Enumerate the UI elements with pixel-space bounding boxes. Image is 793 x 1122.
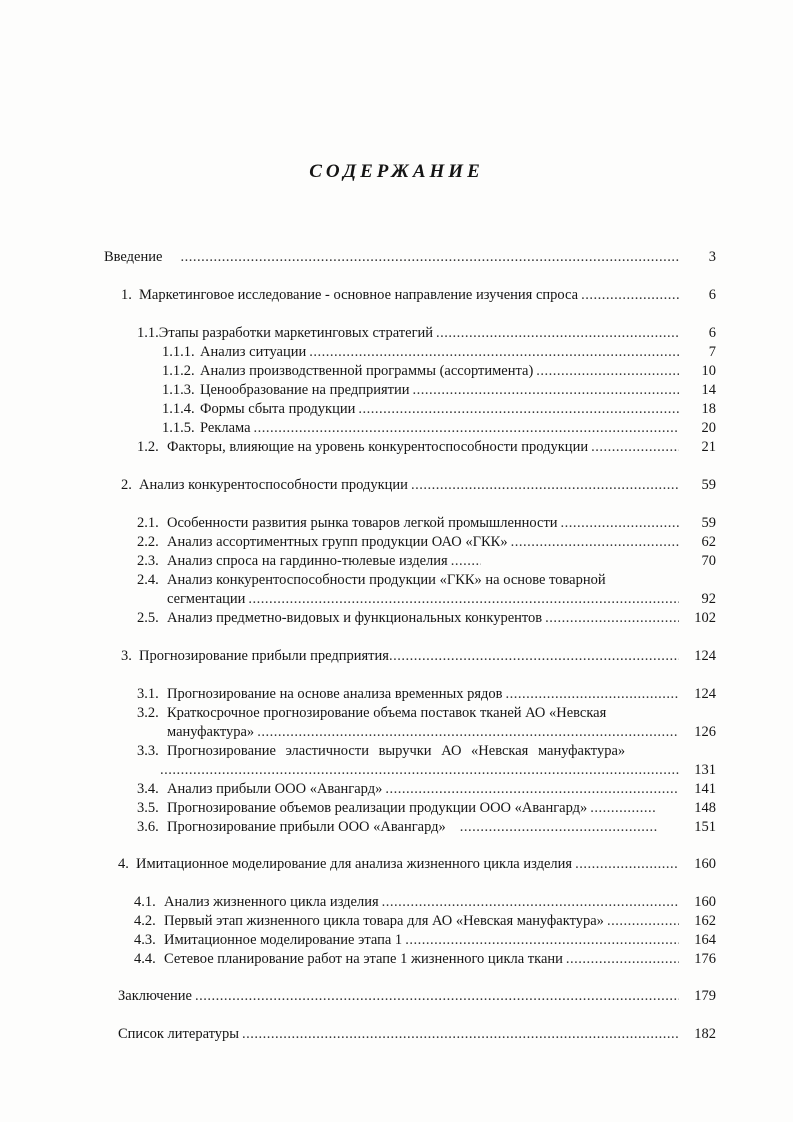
toc-entry-number: 1. [121, 287, 132, 303]
toc-entry-conclusion [118, 987, 682, 1006]
toc-page-number: 148 [694, 800, 716, 816]
toc-leader-dots [242, 1025, 679, 1044]
toc-entry-section-2-3 [137, 552, 682, 571]
toc-entry-number: 2. [121, 477, 132, 493]
toc-entry-references [118, 1025, 682, 1044]
toc-page-number: 21 [701, 439, 716, 455]
toc-entry-text: Факторы, влияющие на уровень конкурентоспособности продукции [167, 439, 589, 455]
toc-entry-number: 2.1. [137, 515, 159, 531]
toc-entry-number: 4.2. [134, 913, 156, 929]
toc-page-number: 124 [694, 686, 716, 702]
toc-entry-number: 3. [121, 648, 132, 664]
toc-entry-text: Заключение [118, 988, 192, 1004]
toc-page-number: 126 [694, 724, 716, 740]
toc-entry-section-1-1 [137, 324, 682, 343]
toc-entry-section-4-1 [134, 893, 682, 912]
toc-entry-text: Прогнозирование эластичности выручки АО «Невская мануфактура» [167, 743, 626, 759]
toc-leader-dots [385, 780, 679, 799]
toc-entry-number: 1.2. [137, 439, 159, 455]
toc-entry-text: Анализ жизненного цикла изделия [164, 894, 379, 910]
toc-entry-text: Список литературы [118, 1026, 240, 1042]
toc-leader-dots [607, 912, 679, 931]
toc-page-number: 70 [701, 553, 716, 569]
toc-entry-text-continued: мануфактура» [167, 724, 255, 740]
toc-entry-number: 3.4. [137, 781, 159, 797]
toc-page-number: 164 [694, 932, 716, 948]
toc-page-number: 182 [694, 1026, 716, 1042]
toc-entry-number: 1.1.1. [162, 344, 195, 360]
toc-page-number: 6 [708, 287, 716, 303]
toc-leader-dots [511, 533, 679, 552]
toc-page-number: 124 [694, 648, 716, 664]
toc-entry-number: 1.1.2. [162, 363, 195, 379]
toc-entry-section-3-2-continued [167, 723, 682, 742]
toc-entry-section-2-1 [137, 514, 682, 533]
toc-entry-subsection-1-1-2 [162, 362, 682, 381]
toc-entry-text: Формы сбыта продукции [200, 401, 356, 417]
toc-page-number: 7 [708, 344, 716, 360]
toc-entry-text: Анализ ситуации [200, 344, 307, 360]
toc-entry-section-3-3-continued [160, 761, 682, 780]
toc-entry-text: Имитационное моделирование для анализа жизненного цикла изделия [136, 856, 573, 872]
toc-leader-dots [581, 286, 679, 305]
toc-leader-dots [566, 950, 679, 969]
toc-leader-dots [591, 438, 679, 457]
toc-entry-section-3-1 [137, 685, 682, 704]
toc-entry-number: 1.1.5. [162, 420, 195, 436]
toc-page-number: 141 [694, 781, 716, 797]
toc-entry-text: Особенности развития рынка товаров легкой промышленности [167, 515, 558, 531]
toc-page-number: 59 [701, 515, 716, 531]
toc-entry-section-1-2 [137, 438, 682, 457]
toc-entry-section-3-2 [137, 704, 682, 723]
toc-leader-dots [358, 400, 679, 419]
toc-leader-dots [545, 609, 679, 628]
toc-leader-dots [257, 723, 679, 742]
toc-leader-dots [536, 362, 679, 381]
toc-entry-text: Анализ конкурентоспособности продукции [139, 477, 408, 493]
toc-entry-text: Введение [104, 249, 163, 265]
toc-entry-number: 3.1. [137, 686, 159, 702]
toc-entry-text: Анализ прибыли ООО «Авангард» [167, 781, 383, 797]
toc-entry-text: Прогнозирование объемов реализации продукции ООО «Авангард» [167, 800, 588, 816]
toc-entry-subsection-1-1-3 [162, 381, 682, 400]
toc-leader-dots [575, 855, 679, 874]
toc-page-number: 62 [701, 534, 716, 550]
toc-entry-section-2-2 [137, 533, 682, 552]
toc-page-number: 179 [694, 988, 716, 1004]
toc-page-number: 18 [701, 401, 716, 417]
toc-page-number: 160 [694, 856, 716, 872]
toc-leader-dots [180, 248, 679, 267]
toc-entry-text: Прогнозирование прибыли ООО «Авангард» [167, 819, 446, 835]
toc-leader-dots [460, 818, 658, 837]
toc-leader-dots [405, 931, 679, 950]
toc-entry-intro [104, 248, 682, 267]
toc-entry-text: Анализ спроса на гардинно-тюлевые изделия [167, 553, 448, 569]
toc-entry-subsection-1-1-4 [162, 400, 682, 419]
toc-page-number: 131 [694, 762, 716, 778]
toc-entry-number: 4.3. [134, 932, 156, 948]
toc-entry-text: Имитационное моделирование этапа 1 [164, 932, 403, 948]
toc-page-number: 160 [694, 894, 716, 910]
toc-entry-number: 1.1.3. [162, 382, 195, 398]
toc-entry-number: 1.1.4. [162, 401, 195, 417]
toc-entry-text: Анализ ассортиментных групп продукции ОАО «ГКК» [167, 534, 508, 550]
toc-entry-text: Первый этап жизненного цикла товара для АО «Невская мануфактура» [164, 913, 604, 929]
toc-page-number: 59 [701, 477, 716, 493]
toc-leader-dots [561, 514, 679, 533]
toc-page-number: 151 [694, 819, 716, 835]
toc-entry-number: 2.4. [137, 572, 159, 588]
page-title: СОДЕРЖАНИЕ [309, 161, 484, 182]
toc-entry-text: Прогнозирование прибыли предприятия [139, 648, 389, 664]
toc-entry-number: 3.2. [137, 705, 159, 721]
toc-leader-dots [451, 552, 481, 571]
toc-page-number: 102 [694, 610, 716, 626]
toc-entry-number: 4.1. [134, 894, 156, 910]
toc-page-number: 92 [701, 591, 716, 607]
toc-page-number: 20 [701, 420, 716, 436]
toc-leader-dots [411, 476, 679, 495]
toc-entry-text-continued: сегментации [167, 591, 246, 607]
toc-entry-chapter-1 [121, 286, 682, 305]
toc-entry-text: Анализ предметно-видовых и функциональных конкурентов [167, 610, 543, 626]
toc-entry-section-2-4 [137, 571, 682, 590]
toc-entry-text: Прогнозирование на основе анализа временных рядов [167, 686, 503, 702]
toc-page-number: 10 [701, 363, 716, 379]
toc-page-number: 14 [701, 382, 716, 398]
toc-entry-number: 1.1. [137, 325, 159, 341]
toc-entry-section-3-6 [137, 818, 661, 837]
toc-entry-text: Маркетинговое исследование - основное направление изучения спроса [139, 287, 579, 303]
toc-leader-dots [413, 381, 679, 400]
toc-page-number: 6 [708, 325, 716, 341]
toc-page-number: 162 [694, 913, 716, 929]
toc-leader-dots [506, 685, 679, 704]
toc-leader-dots [382, 893, 679, 912]
toc-entry-number: 4. [118, 856, 129, 872]
toc-page-number: 3 [708, 249, 716, 265]
toc-leader-dots [389, 647, 679, 666]
toc-entry-number: 2.3. [137, 553, 159, 569]
toc-entry-number: 2.2. [137, 534, 159, 550]
toc-entry-chapter-3 [121, 647, 682, 666]
toc-entry-text: Сетевое планирование работ на этапе 1 жизненного цикла ткани [164, 951, 563, 967]
toc-entry-text: Этапы разработки маркетинговых стратегий [158, 325, 434, 341]
toc-leader-dots [436, 324, 679, 343]
toc-entry-number: 2.5. [137, 610, 159, 626]
toc-leader-dots [254, 419, 679, 438]
toc-leader-dots [195, 987, 679, 1006]
toc-entry-section-4-2 [134, 912, 682, 931]
toc-entry-section-2-5 [137, 609, 682, 628]
toc-entry-text: Анализ производственной программы (ассортимента) [200, 363, 534, 379]
toc-entry-number: 3.5. [137, 800, 159, 816]
toc-leader-dots [309, 343, 679, 362]
toc-entry-chapter-4 [118, 855, 682, 874]
toc-entry-subsection-1-1-5 [162, 419, 682, 438]
toc-entry-number: 3.6. [137, 819, 159, 835]
toc-entry-number: 4.4. [134, 951, 156, 967]
toc-page-number: 176 [694, 951, 716, 967]
toc-leader-dots [160, 761, 679, 780]
toc-entry-text: Анализ конкурентоспособности продукции «ГКК» на основе товарной [167, 572, 606, 588]
toc-entry-text: Ценообразование на предприятии [200, 382, 410, 398]
toc-leader-dots [590, 799, 656, 818]
toc-leader-dots [248, 590, 679, 609]
toc-entry-section-3-5 [137, 799, 659, 818]
toc-entry-number: 3.3. [137, 743, 159, 759]
toc-entry-section-3-4 [137, 780, 682, 799]
toc-entry-section-3-3 [137, 742, 682, 761]
toc-entry-text: Краткосрочное прогнозирование объема поставок тканей АО «Невская [167, 705, 607, 721]
toc-entry-section-4-4 [134, 950, 682, 969]
toc-entry-section-2-4-continued [167, 590, 682, 609]
toc-entry-chapter-2 [121, 476, 682, 495]
toc-entry-subsection-1-1-1 [162, 343, 682, 362]
toc-entry-text: Реклама [200, 420, 251, 436]
toc-entry-section-4-3 [134, 931, 682, 950]
